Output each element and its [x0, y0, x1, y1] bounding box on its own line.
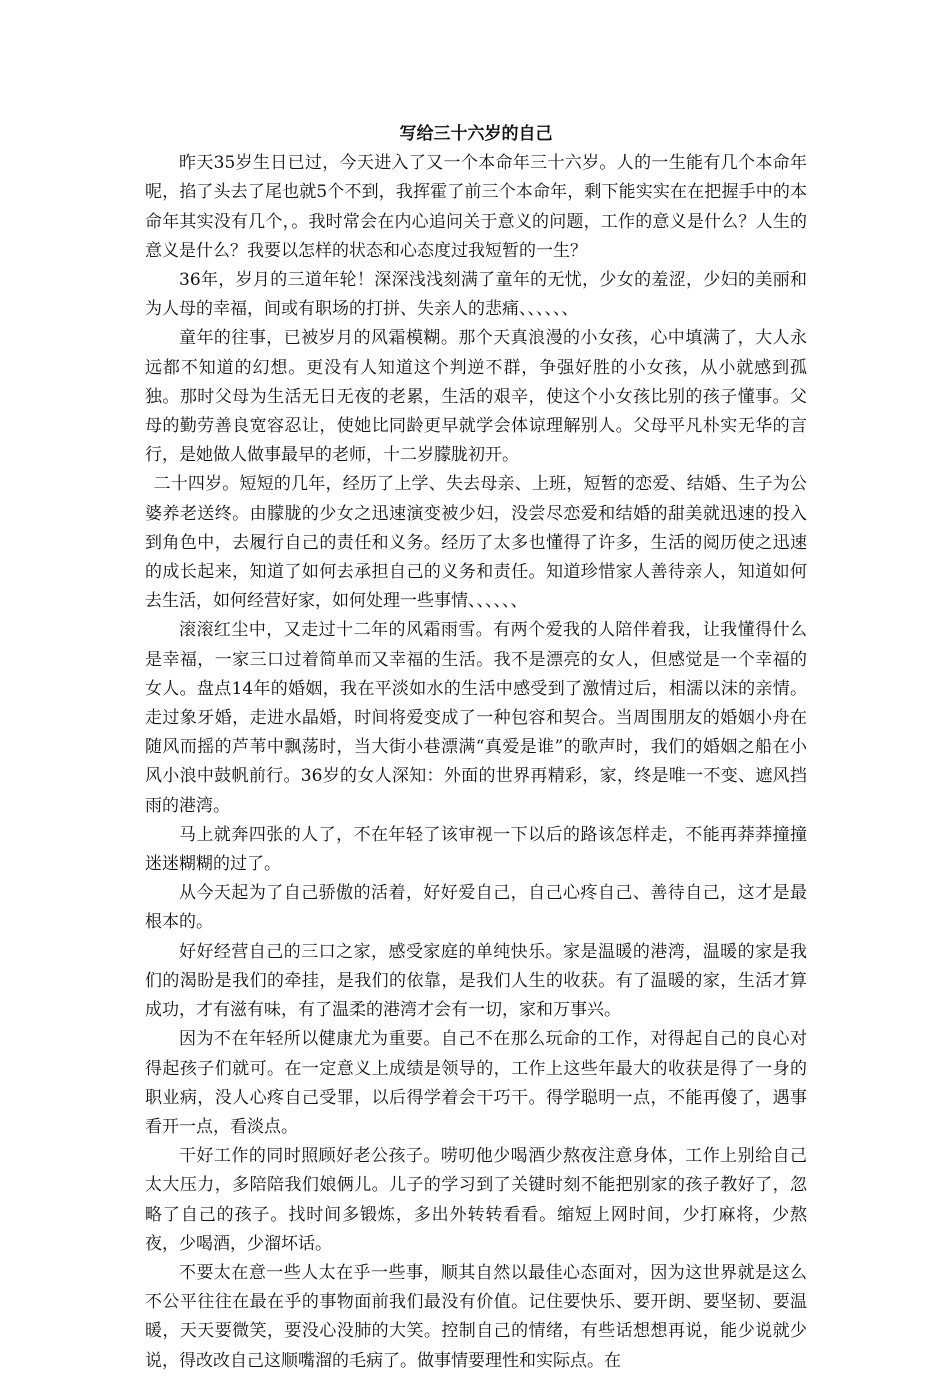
paragraph: 二十四岁。短短的几年，经历了上学、失去母亲、上班，短暂的恋爱、结婚、生子为公婆养老送终。由朦胧的少女之迅速演变被少妇，没尝尽恋爱和结婚的甜美就迅速的投入到角色中，去履行自己的责任和义务。经历了太多也懂得了许多，生活的阅历使之迅速的成长起来，知道了如何去承担自己的义务和责任。知道珍惜家人善待亲人，知道如何去生活，如何经营好家，如何处理一些事情、、、、、、 [145, 474, 807, 612]
paragraph: 滚滚红尘中，又走过十二年的风霜雨雪。有两个爱我的人陪伴着我，让我懂得什么是幸福，一家三口过着简单而又幸福的生活。我不是漂亮的女人，但感觉是一个幸福的女人。盘点14年的婚姻，我在平淡如水的生活中感受到了激情过后，相濡以沫的亲情。走过象牙婚，走进水晶婚，时间将爱变成了一种包容和契合。当周围朋友的婚姻小舟在随风而摇的芦苇中飘荡时，当大街小巷漂满“真爱是谁”的歌声时，我们的婚姻之船在小风小浪中鼓帆前行。36岁的女人深知：外面的世界再精彩，家，终是唯一不变、遮风挡雨的港湾。 [145, 620, 807, 816]
paragraph: 因为不在年轻所以健康尤为重要。自己不在那么玩命的工作，对得起自己的良心对得起孩子们就可。在一定意义上成绩是领导的，工作上这些年最大的收获是得了一身的职业病，没人心疼自己受罪，以后得学着会干巧干。得学聪明一点，不能再傻了，遇事看开一点，看淡点。 [145, 1029, 807, 1137]
paragraph: 36年，岁月的三道年轮！深深浅浅刻满了童年的无忧，少女的羞涩，少妇的美丽和为人母的幸福，间或有职场的打拼、失亲人的悲痛、、、、、、 [145, 270, 807, 320]
paragraph: 不要太在意一些人太在乎一些事，顺其自然以最佳心态面对，因为这世界就是这么不公平往往在最在乎的事物面前我们最没有价值。记住要快乐、要开朗、要坚韧、要温暖，天天要微笑，要没心没肺的大笑。控制自己的情绪，有些话想想再说，能少说就少说，得改改自己这顺嘴溜的毛病了。做事情要理性和实际点。在 [145, 1262, 807, 1371]
paragraph: 马上就奔四张的人了，不在年轻了该审视一下以后的路该怎样走，不能再莽莽撞撞迷迷糊糊的过了。 [145, 824, 807, 875]
paragraph: 童年的往事，已被岁月的风霜模糊。那个天真浪漫的小女孩，心中填满了，大人永远都不知道的幻想。更没有人知道这个判逆不群，争强好胜的小女孩，从小就感到孤独。那时父母为生活无日无夜的老累，生活的艰辛，使这个小女孩比别的孩子懂事。父母的勤劳善良宽容忍让，使她比同龄更早就学会体谅理解别人。父母平凡朴实无华的言行，是她做人做事最早的老师，十二岁朦胧初开。 [145, 328, 807, 466]
paragraph: 从今天起为了自己骄傲的活着，好好爱自己，自己心疼自己、善待自己，这才是最根本的。 [145, 883, 807, 933]
document-body [145, 120, 807, 1376]
paragraph: 干好工作的同时照顾好老公孩子。唠叨他少喝酒少熬夜注意身体，工作上别给自己太大压力，多陪陪我们娘俩儿。儿子的学习到了关键时刻不能把别家的孩子教好了，忽略了自己的孩子。找时间多锻炼，多出外转转看看。缩短上网时间，少打麻将，少熬夜，少喝酒，少溜坏话。 [145, 1146, 807, 1254]
paragraph: 好好经营自己的三口之家，感受家庭的单纯快乐。家是温暖的港湾，温暖的家是我们的渴盼是我们的牵挂，是我们的依靠，是我们人生的收获。有了温暖的家，生活才算成功，才有滋有味，有了温柔的港湾才会有一切，家和万事兴。 [145, 941, 807, 1021]
paragraph: 昨天35岁生日已过，今天进入了又一个本命年三十六岁。人的一生能有几个本命年呢，掐了头去了尾也就5个不到，我挥霍了前三个本命年，剩下能实实在在把握手中的本命年其实没有几个，。我时常会在内心追问关于意义的问题，工作的意义是什么？人生的意义是什么？我要以怎样的状态和心态度过我短暂的一生？ [145, 153, 807, 261]
document-title: 写给三十六岁的自己 [399, 124, 553, 144]
